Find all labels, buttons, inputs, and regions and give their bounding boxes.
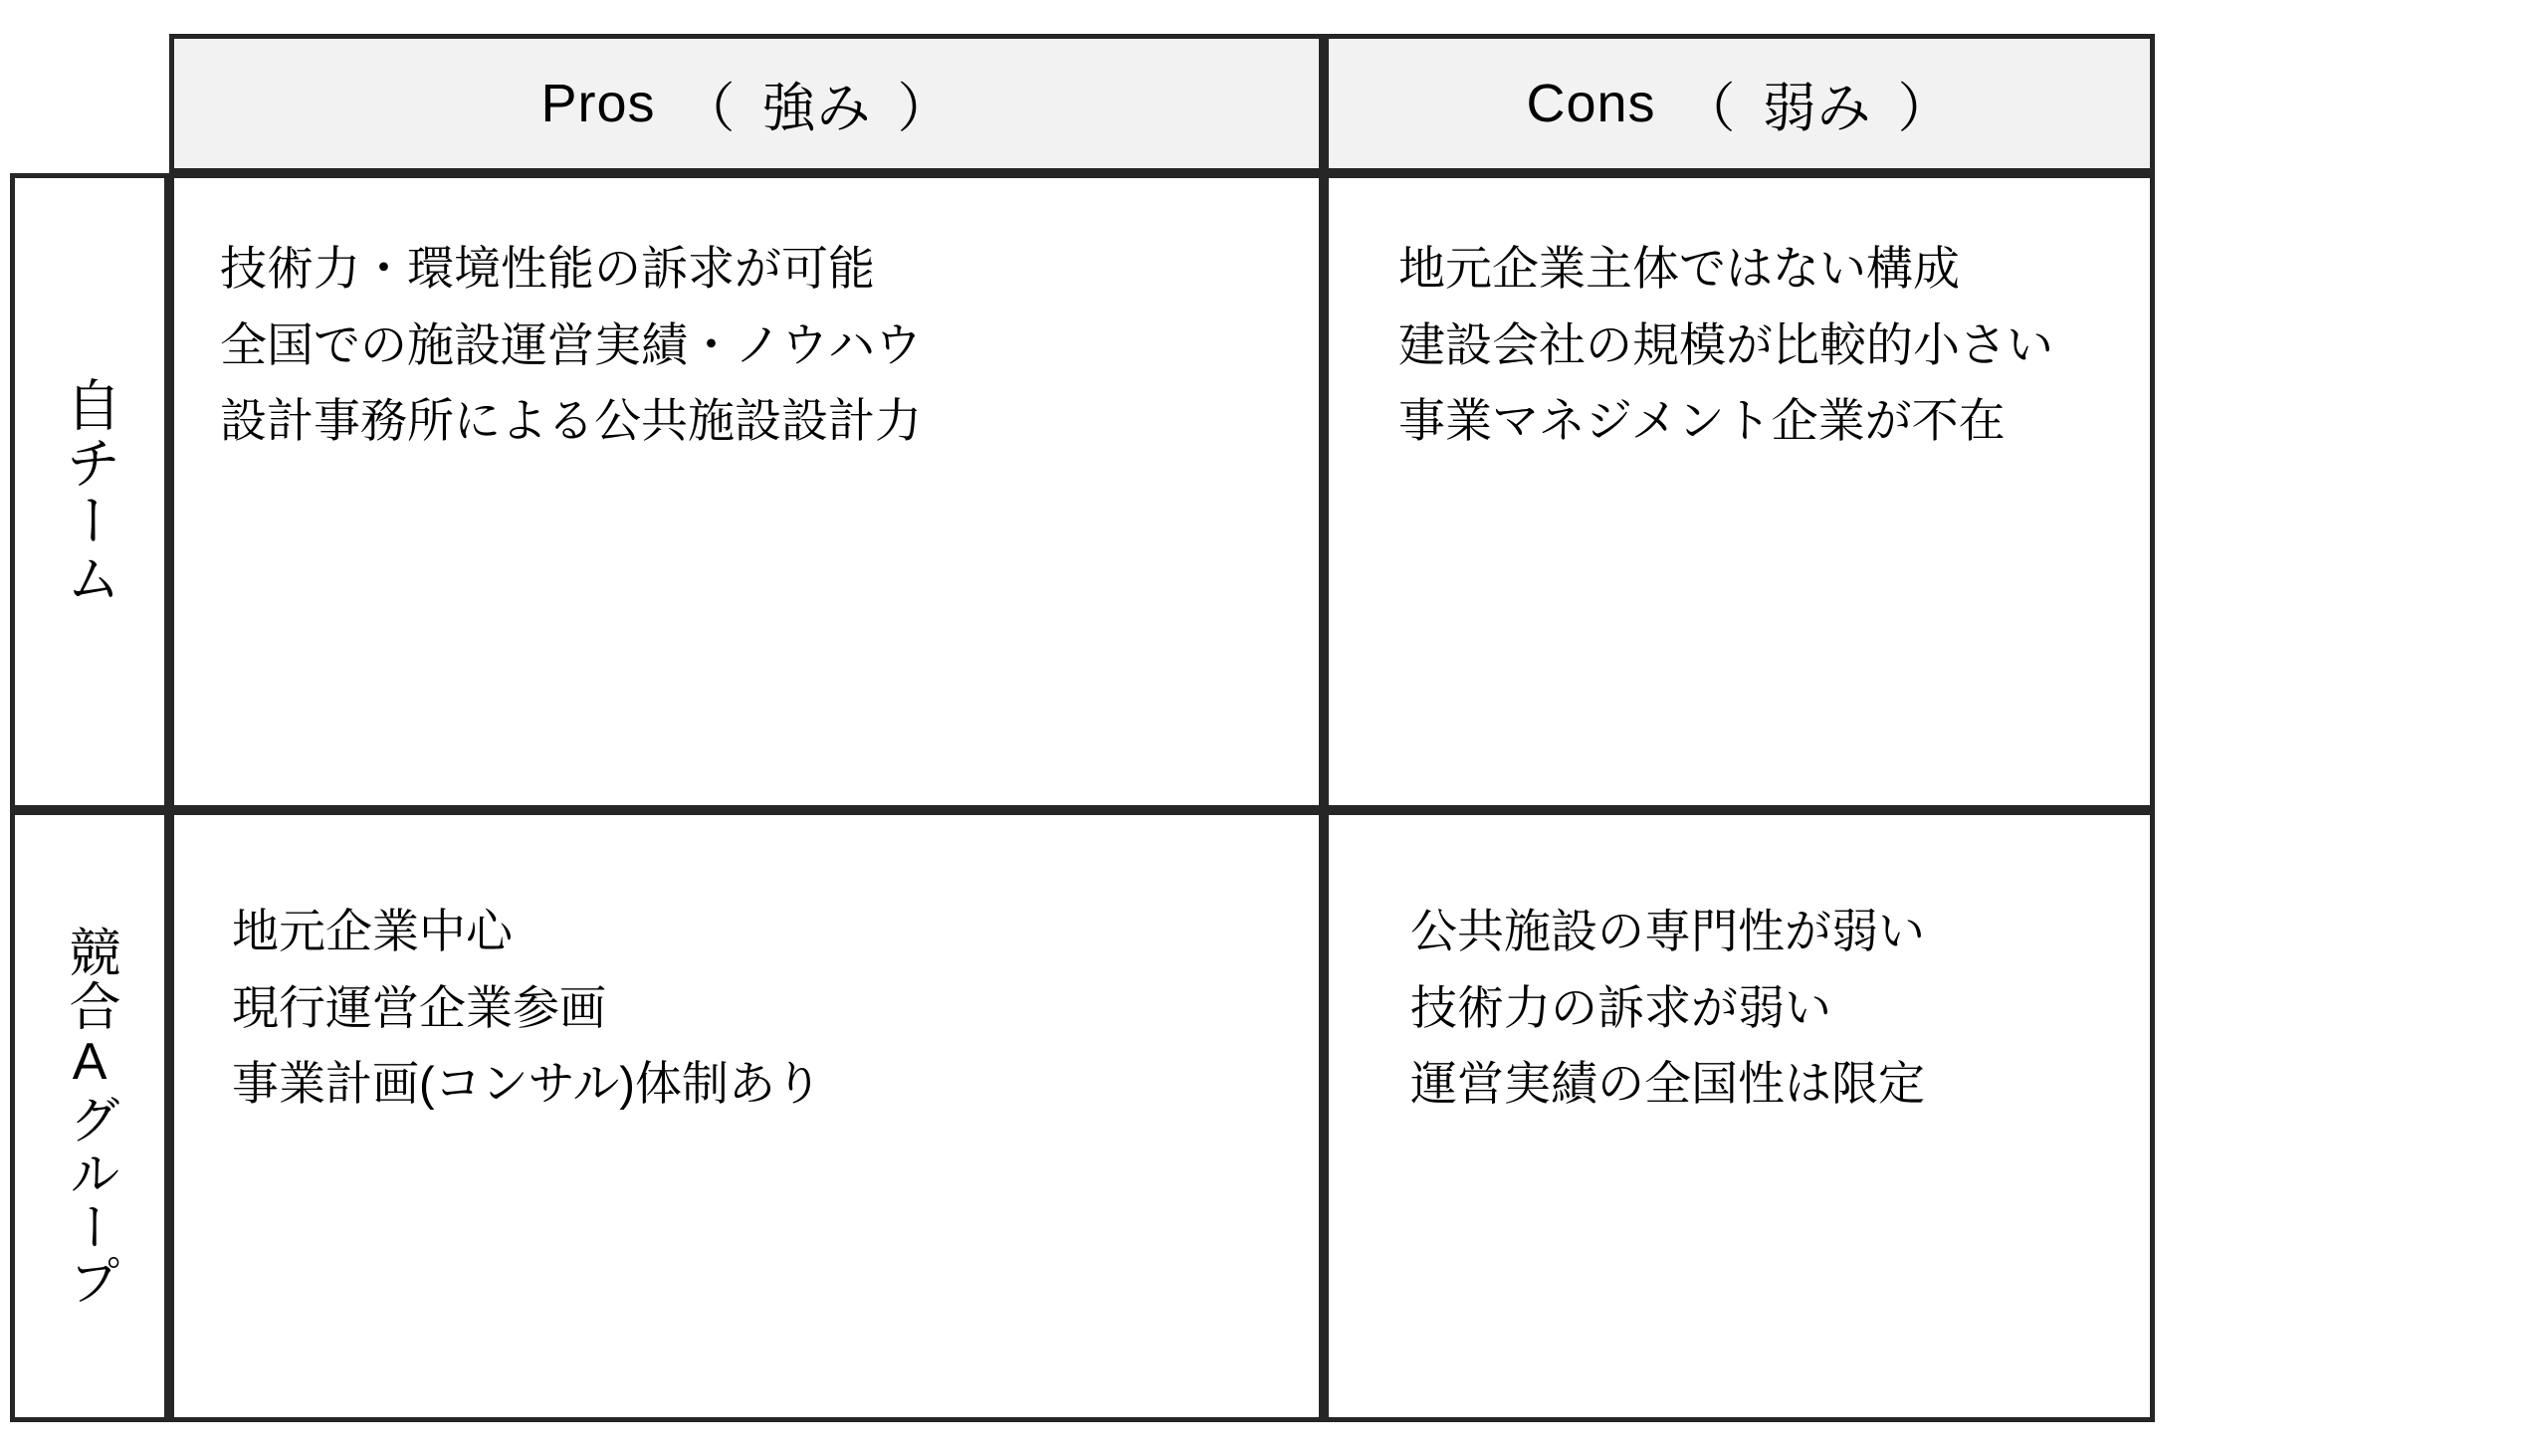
column-header-pros-jp: 強み [761,78,872,138]
list-item: 現行運営企業参画 [232,980,606,1034]
row-header-own-team [10,173,169,810]
cell-own-team-pros [169,173,1324,810]
row-header-competitor-a [10,810,169,1422]
matrix-corner-cell [10,34,169,173]
column-header-cons-label: Cons [1526,74,1656,133]
column-header-cons-jp: 弱み [1762,78,1872,138]
list-item: 建設会社の規模が比較的小さい [1398,317,2053,371]
list-item: 全国での施設運営実績・ノウハウ [220,317,922,371]
list-item: 設計事務所による公共施設設計力 [220,394,922,447]
paren-close: ） [897,78,953,138]
column-header-pros [169,34,1324,173]
pros-cons-matrix [10,34,2150,1422]
column-header-cons [1324,34,2155,173]
paren-open: （ [1681,78,1737,138]
list-item: 地元企業主体ではない構成 [1398,242,1960,295]
paren-close: ） [1897,78,1953,138]
list-item: 技術力の訴求が弱い [1410,980,1831,1034]
cell-competitor-a-pros [169,810,1324,1422]
cell-own-team-cons [1324,173,2155,810]
list-item: 運営実績の全国性は限定 [1410,1057,1925,1110]
paren-open: （ [681,78,737,138]
row-header-competitor-a-label: 競合Aグループ [61,925,119,1308]
row-header-own-team-label: 自チーム [59,376,122,607]
column-header-pros-label: Pros [540,74,656,133]
list-item: 公共施設の専門性が弱い [1410,905,1925,957]
list-item: 事業計画(コンサル)体制あり [232,1057,822,1110]
list-item: 地元企業中心 [232,905,513,957]
list-item: 技術力・環境性能の訴求が可能 [220,242,875,295]
list-item: 事業マネジメント企業が不在 [1398,394,2006,447]
cell-competitor-a-cons [1324,810,2155,1422]
